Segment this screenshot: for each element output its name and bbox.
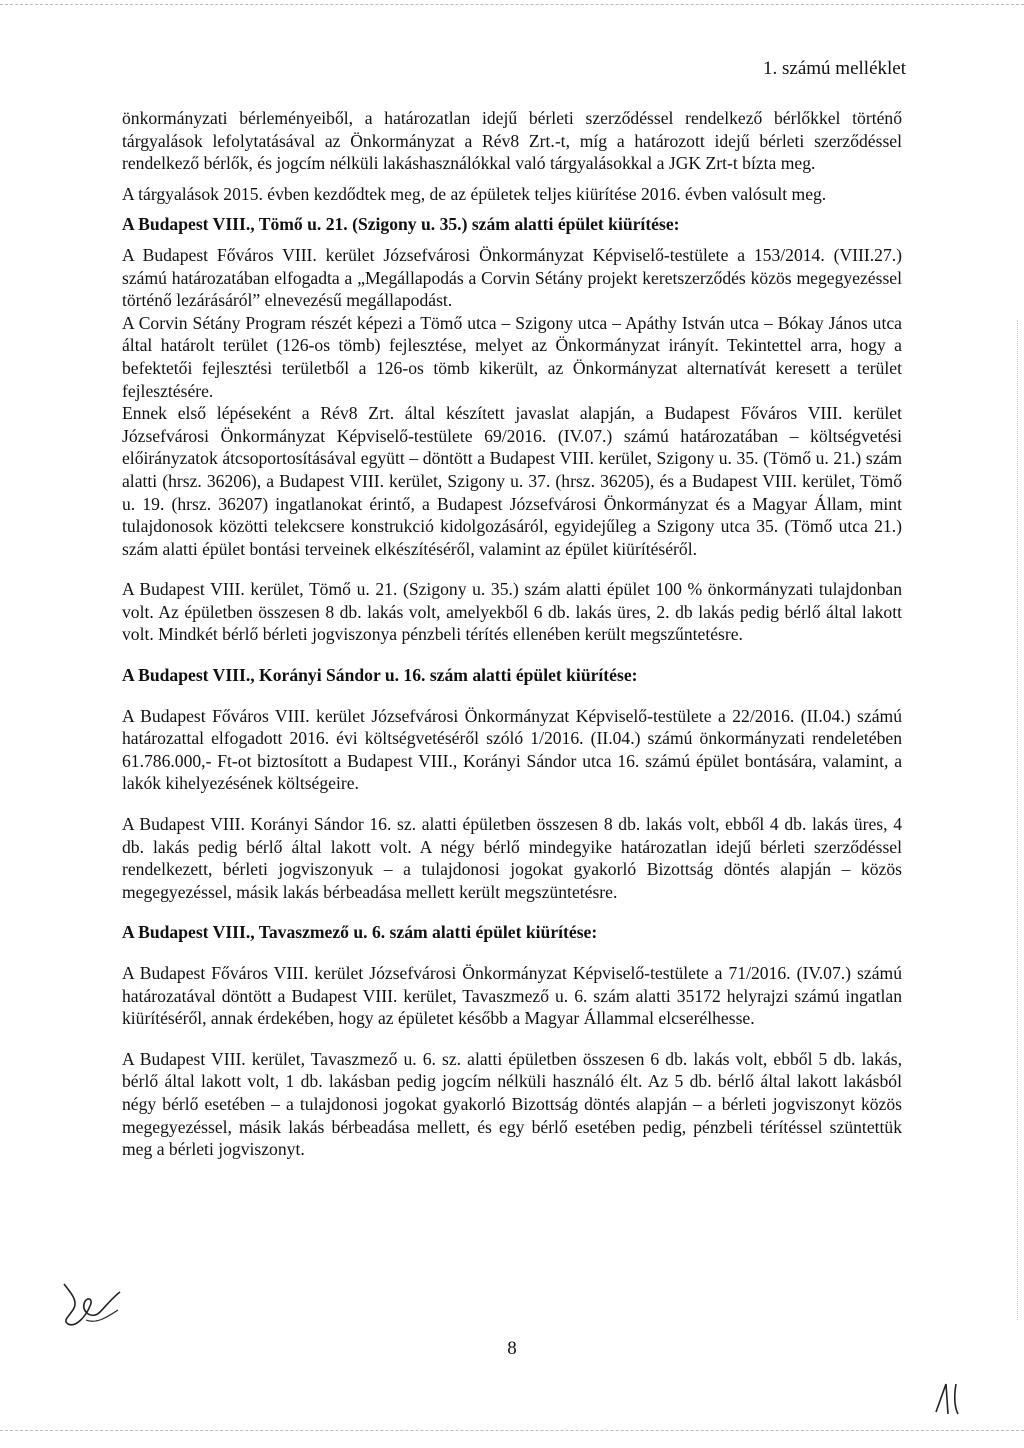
section-heading: A Budapest VIII., Korányi Sándor u. 16. szám alatti épület kiürítése: — [122, 665, 638, 686]
paragraph: A Corvin Sétány Program részét képezi a Tömő utca – Szigony utca – Apáthy István utca – Bókay János utca által határolt terület (126-os tömb) fejlesztése, melyet az Önkormányzat irányít. Tekintettel arra, hogy a befektetői fejlesztési területből a 126-os tömb kikerült, az Önkormányzat alternatívát keresett a terület fejlesztésére. — [122, 312, 902, 401]
handwritten-signature — [56, 1276, 126, 1336]
page-number: 8 — [507, 1338, 517, 1359]
paragraph: A tárgyalások 2015. évben kezdődtek meg, de az épületek teljes kiürítése 2016. évben valósult meg. — [122, 183, 827, 204]
document-body — [122, 107, 902, 1161]
paragraph: A Budapest VIII. kerület, Tavaszmező u. 6. sz. alatti épületben összesen 6 db. lakás volt, ebből 5 db. lakás, bérlő által lakott volt, 1 db. lakásban pedig jogcím nélküli használó élt. Az 5 db. bérlő által lakott lakásból négy bérlő esetében – a tulajdonosi jogokat gyakorló Bizottság döntés alapján – a bérleti jogviszonyt közös megegyezéssel, másik lakás bérbeadása mellett, és egy bérlő esetében pedig, pénzbeli térítéssel szüntettük meg a bérleti jogviszonyt. — [122, 1048, 902, 1160]
paragraph: Ennek első lépéseként a Rév8 Zrt. által készített javaslat alapján, a Budapest Főváros VIII. kerület Józsefvárosi Önkormányzat Képviselő-testülete 69/2016. (IV.07.) számú határozatában – költségvetési előirányzatok átcsoportosításával együtt – döntött a Budapest VIII. kerület, Szigony u. 35. (Tömő u. 21.) szám alatti (hrsz. 36206), a Budapest VIII. kerület, Szigony u. 37. (hrsz. 36205), és a Budapest VIII. kerület, Tömő u. 19. (hrsz. 36207) ingatlanokat érintő, a Budapest Józsefvárosi Önkormányzat és a Magyar Állam, mint tulajdonosok közötti telekcsere konstrukció kidolgozásáról, egyidejűleg a Szigony utca 35. (Tömő utca 21.) szám alatti épület bontási terveinek elkészítéséről, valamint az épület kiürítéséről. — [122, 403, 902, 559]
paragraph: A Budapest Főváros VIII. kerület Józsefvárosi Önkormányzat Képviselő-testülete a 22/2016. (II.04.) számú határozattal elfogadott 2016. évi költségvetéséről szóló 1/2016. (II.04.) számú önkormányzati rendeletében 61.786.000,- Ft-ot biztosított a Budapest VIII., Korányi Sándor utca 16. számú épület bontására, valamint, a lakók kihelyezésének költségeire. — [122, 705, 902, 794]
handwritten-page-mark — [932, 1378, 968, 1418]
scan-edge-side — [1017, 320, 1018, 1320]
paragraph: A Budapest VIII. kerület, Tömő u. 21. (Szigony u. 35.) szám alatti épület 100 % önkormányzati tulajdonban volt. Az épületben összesen 8 db. lakás volt, amelyekből 6 db. lakás üres, 2. db lakás pedig bérlő által lakott volt. Mindkét bérlő bérleti jogviszonya pénzbeli térítés ellenében került megszűntetésre. — [122, 579, 902, 645]
section-heading: A Budapest VIII., Tavaszmező u. 6. szám alatti épület kiürítése: — [122, 922, 598, 943]
annex-label: 1. számú melléklet — [763, 58, 906, 79]
paragraph: A Budapest Főváros VIII. kerület Józsefvárosi Önkormányzat Képviselő-testülete a 153/2014. (VIII.27.) számú határozatában elfogadta a „Megállapodás a Corvin Sétány projekt keretszerződés közös megegyezéssel történő lezárásáról” elnevezésű megállapodást. — [122, 244, 902, 311]
paragraph: A Budapest VIII. Korányi Sándor 16. sz. alatti épületben összesen 8 db. lakás volt, ebből 4 db. lakás üres, 4 db. lakás pedig bérlő által lakott volt. A négy bérlő mindegyike határozatlan idejű bérleti szerződéssel rendelkezett, bérleti jogviszonyuk – a tulajdonosi jogokat gyakorló Bizottság döntés alapján – közös megegyezéssel, másik lakás bérbeadása mellett került megszüntetésre. — [122, 814, 902, 902]
scan-edge-top — [0, 4, 1024, 5]
paragraph: A Budapest Főváros VIII. kerület Józsefvárosi Önkormányzat Képviselő-testülete a 71/2016. (IV.07.) számú határozatával döntött a Budapest VIII. kerület, Tavaszmező u. 6. szám alatti 35172 helyrajzi számú ingatlan kiürítéséről, annak érdekében, hogy az épületet később a Magyar Állammal elcserélhesse. — [122, 963, 902, 1029]
section-heading: A Budapest VIII., Tömő u. 21. (Szigony u. 35.) szám alatti épület kiürítése: — [122, 214, 680, 235]
scan-edge-bottom — [0, 1430, 1024, 1431]
paragraph: önkormányzati bérleményeiből, a határozatlan idejű bérleti szerződéssel rendelkező bérlőkkel történő tárgyalások lefolytatásával az Önkormányzat a Rév8 Zrt.-t, míg a határozott idejű bérleti szerződéssel rendelkező bérlők, és jogcím nélküli lakáshasználókkal való tárgyalásokkal a JGK Zrt-t bízta meg. — [122, 108, 902, 174]
